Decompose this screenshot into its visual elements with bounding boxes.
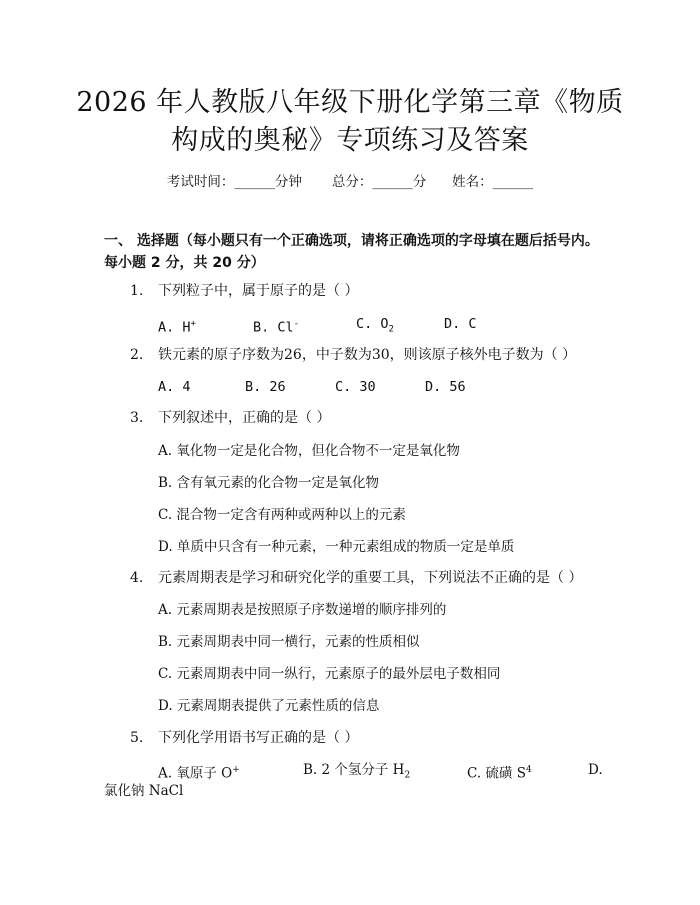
option-4c: C. 元素周期表中同一纵行，元素原子的最外层电子数相同 [158,666,501,682]
question-number: 2. [130,347,144,363]
section-heading [104,230,624,274]
option-3d: D. 单质中只含有一种元素，一种元素组成的物质一定是单质 [158,539,515,555]
option-3a: A. 氧化物一定是化合物，但化合物不一定是氧化物 [158,443,460,459]
question-4 [130,568,582,588]
option-5c: C. 硫磺 $S^4$ [467,765,532,782]
time-field: 考试时间：______分钟 [166,174,302,190]
question-text: 铁元素的原子序数为26，中子数为30，则该原子核外电子数为（ ） [158,347,577,363]
option-1c: C. $O_2$ [356,316,394,335]
section-heading-line1: 一、 选择题（每小题只有一个正确选项，请将正确选项的字母填在题后括号内。 [104,233,599,249]
option-1a: A. H+ [158,319,196,336]
option-2b: B. 26 [245,379,286,395]
exam-title-line1: 2026 年人教版八年级下册化学第三章《物质 [76,87,624,118]
name-field: 姓名：______ [452,174,534,190]
option-1b: B. Cl- [253,319,300,336]
question-number: 5. [130,730,144,746]
option-2d: D. 56 [425,379,466,395]
question-5 [130,728,358,748]
option-4a: A. 元素周期表是按照原子序数递增的顺序排列的 [158,602,447,618]
score-field: 总分：______分 [331,174,427,190]
exam-info [0,170,700,190]
question-text: 下列化学用语书写正确的是（ ） [158,730,359,746]
option-2c: C. 30 [335,379,376,395]
question-number: 3. [130,410,144,426]
option-5a: A. 氧原子 O+ [158,765,240,782]
option-2a: A. 4 [158,379,191,395]
option-4b: B. 元素周期表中同一横行，元素的性质相似 [158,634,420,650]
option-5b: B. 2 个氢分子 $H_2$ [303,762,411,781]
question-text: 下列粒子中，属于原子的是（ ） [158,283,359,299]
option-3c: C. 混合物一定含有两种或两种以上的元素 [158,507,406,523]
option-4d: D. 元素周期表提供了元素性质的信息 [158,698,380,714]
question-3 [130,408,330,428]
section-heading-line2: 每小题 2 分，共 20 分） [104,255,265,271]
option-5d-text: 氯化钠 NaCl [104,783,184,799]
exam-title-line2: 构成的奥秘》专项练习及答案 [171,125,529,156]
question-text: 下列叙述中，正确的是（ ） [158,410,331,426]
option-1d: D. C [444,316,477,332]
question-text: 元素周期表是学习和研究化学的重要工具，下列说法不正确的是（ ） [158,570,583,586]
question-2 [130,345,576,365]
question-number: 4. [130,570,144,586]
question-1 [130,281,358,301]
question-number: 1. [130,283,144,299]
option-5d: D. [588,762,603,778]
option-3b: B. 含有氧元素的化合物一定是氧化物 [158,475,380,491]
